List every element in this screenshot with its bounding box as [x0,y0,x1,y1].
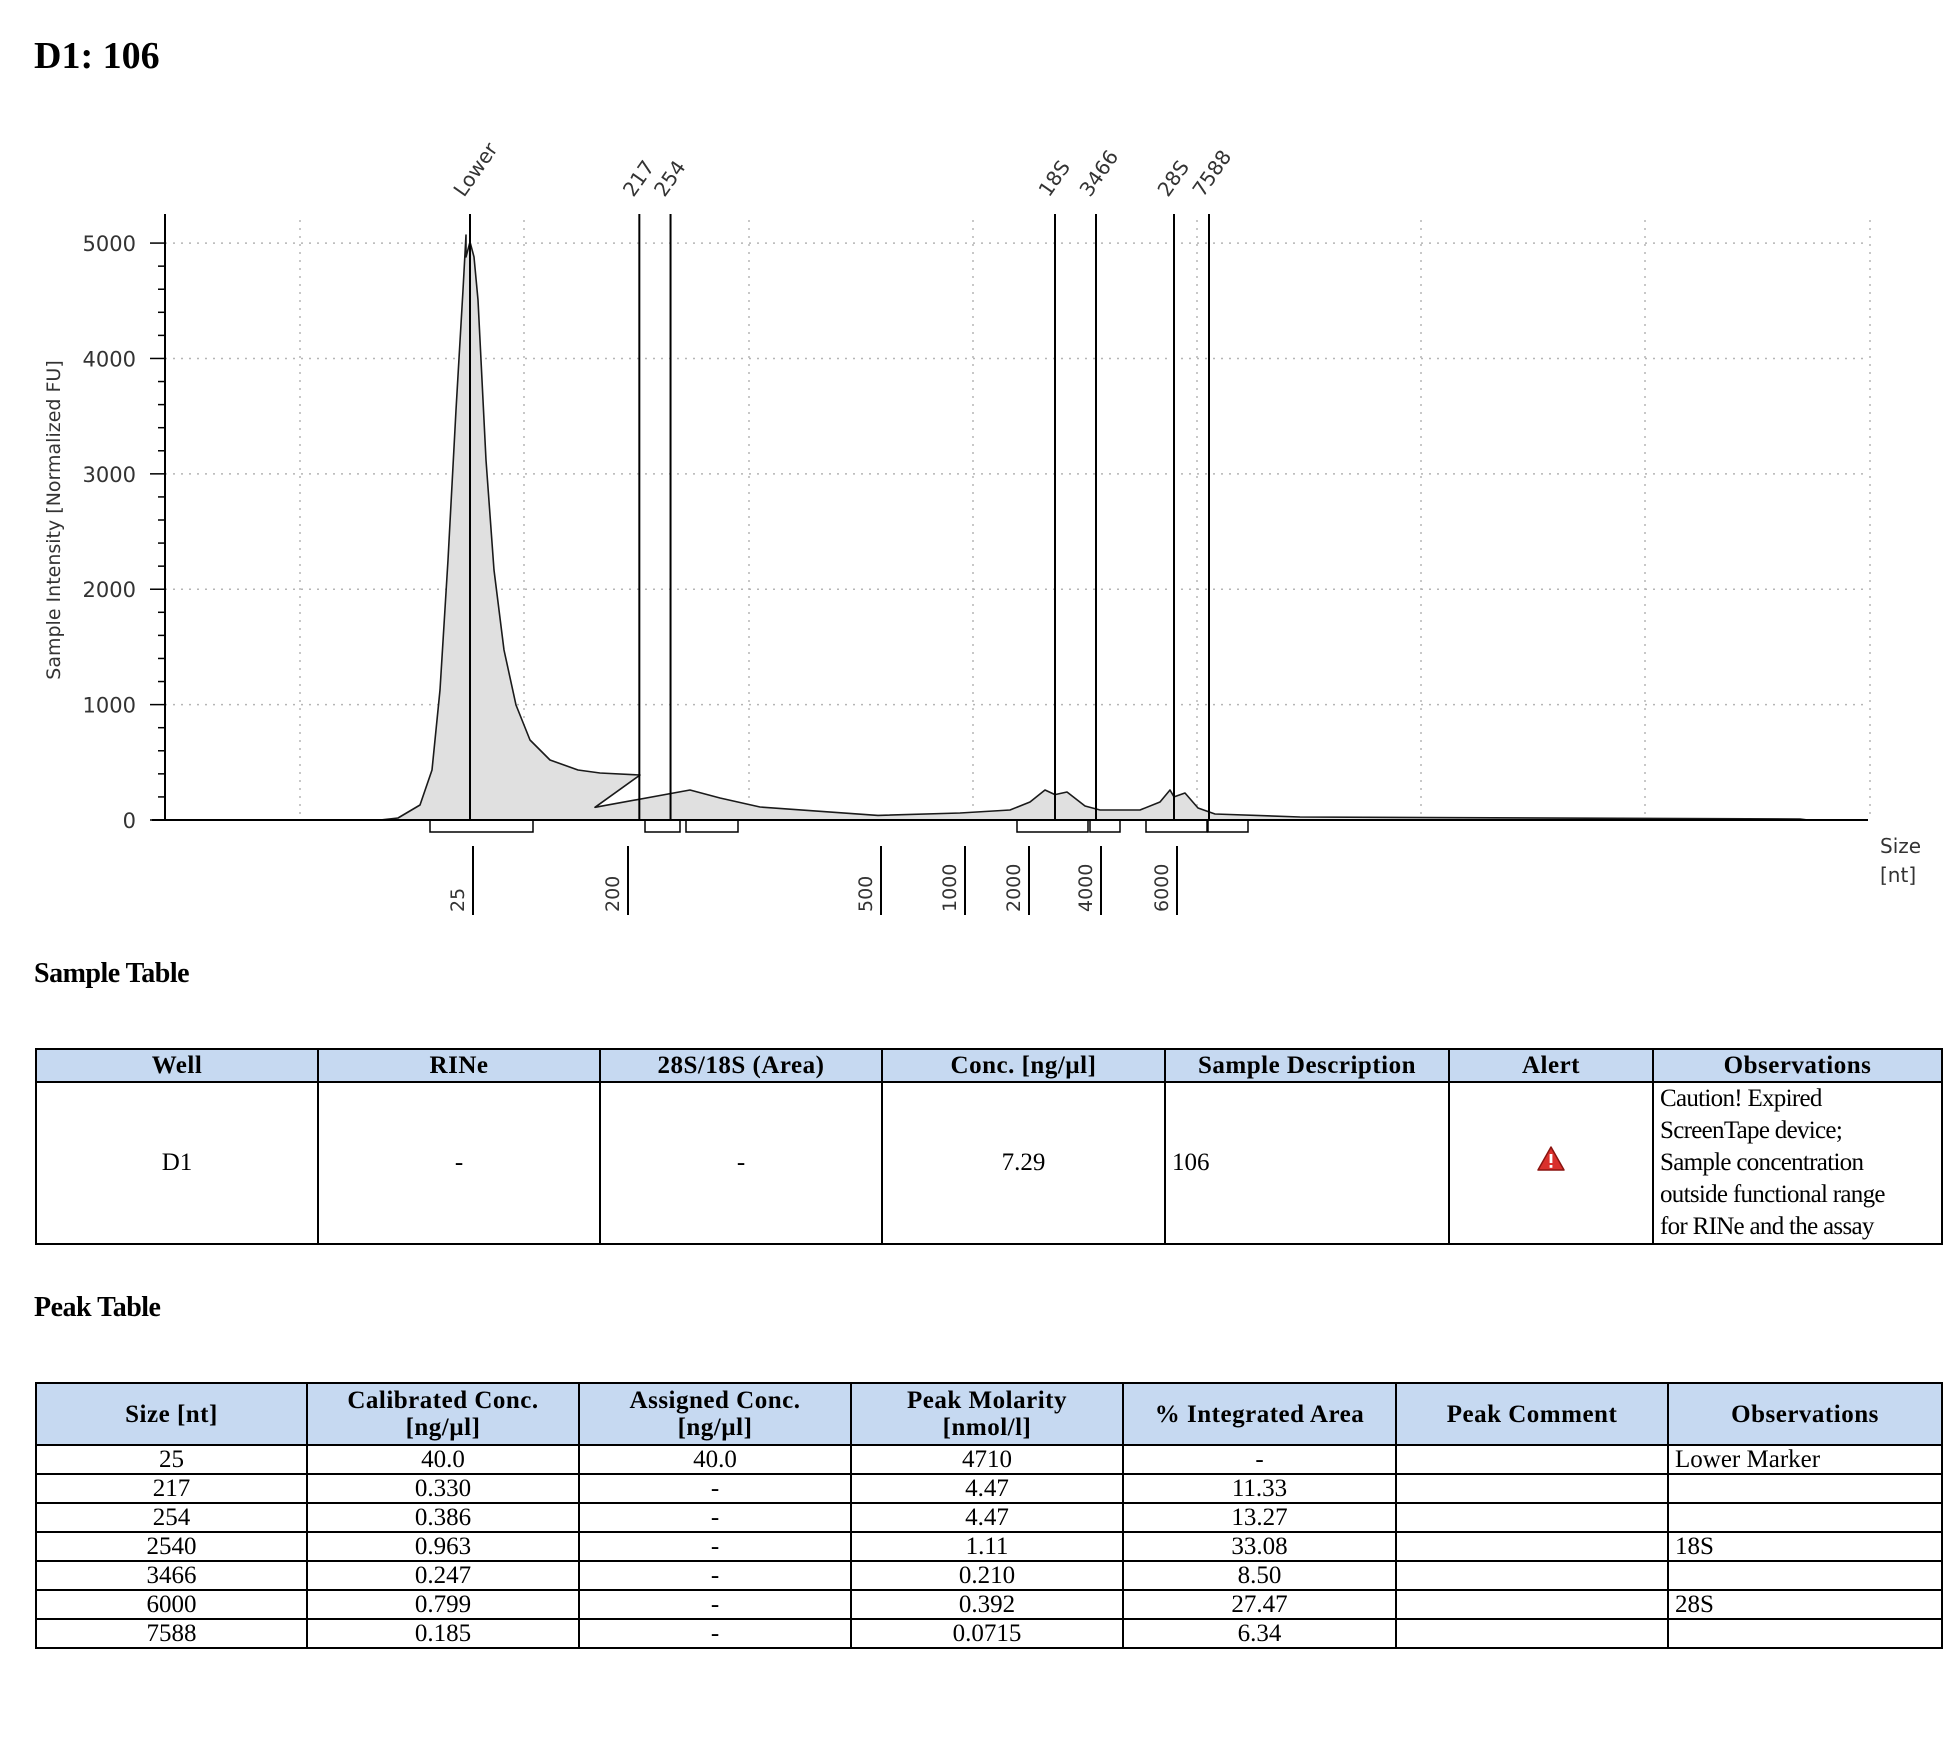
header-line: [ng/µl] [405,1414,481,1441]
peak-cell: 1.11 [851,1532,1123,1561]
y-tick-label: 4000 [82,347,136,372]
peak-cell: 0.247 [307,1561,579,1590]
header-line: [ng/µl] [677,1414,753,1441]
peak-cell: 4.47 [851,1474,1123,1503]
table-row [36,1445,1942,1474]
peak-label: 254 [648,155,691,201]
peak-cell: 4710 [851,1445,1123,1474]
table-row [36,1561,1942,1590]
peak-cell [1668,1503,1942,1532]
peak-column-header [1668,1383,1942,1445]
peak-cell [1396,1532,1668,1561]
header-line: Peak Comment [1446,1400,1618,1428]
warning-triangle-icon [1536,1145,1566,1173]
peak-cell: - [579,1503,851,1532]
peak-cell: 0.330 [307,1474,579,1503]
y-axis-label: Sample Intensity [Normalized FU] [43,360,65,680]
peak-cell [1668,1474,1942,1503]
x-tick-label: 200 [602,875,624,912]
peak-cell [1396,1503,1668,1532]
page-title: D1: 106 [34,35,160,77]
sample-column-header: Conc. [ng/µl] [882,1049,1165,1082]
peak-cell [1396,1590,1668,1619]
header-line: Size [nt] [125,1400,218,1428]
table-row [36,1532,1942,1561]
x-tick-label: 6000 [1151,863,1173,912]
peak-cell: Lower Marker [1668,1445,1942,1474]
peak-column-header [36,1383,307,1445]
integration-box [1146,820,1207,832]
integration-box [1017,820,1088,832]
peak-cell: - [579,1532,851,1561]
integration-box [430,820,533,832]
peak-cell: 33.08 [1123,1532,1396,1561]
peak-cell: 4.47 [851,1503,1123,1532]
sample-table-title: Sample Table [34,958,190,989]
peak-cell: 217 [36,1474,307,1503]
observation-line: outside functional range [1660,1181,1885,1208]
y-tick-label: 2000 [82,578,136,603]
peak-label: Lower [448,138,503,201]
sample-column-header: RINe [318,1049,600,1082]
peak-cell: 254 [36,1503,307,1532]
peak-cell [1396,1561,1668,1590]
sample-column-header: 28S/18S (Area) [600,1049,882,1082]
peak-cell [1396,1474,1668,1503]
peak-cell: 2540 [36,1532,307,1561]
peak-cell: 40.0 [579,1445,851,1474]
x-tick-label: 2000 [1003,863,1025,912]
peak-cell: 0.210 [851,1561,1123,1590]
peak-column-header [1396,1383,1668,1445]
peak-cell: - [579,1619,851,1648]
peak-cell: 0.392 [851,1590,1123,1619]
y-tick-label: 3000 [82,462,136,487]
electropherogram-chart [0,130,1956,930]
x-tick-label: 1000 [939,863,961,912]
peak-label: 217 [617,155,660,201]
integration-box [1090,820,1120,832]
table-row [36,1619,1942,1648]
peak-cell: 0.799 [307,1590,579,1619]
peak-cell: 0.0715 [851,1619,1123,1648]
y-tick-label: 0 [122,809,136,833]
observation-line: Caution! Expired [1660,1085,1822,1112]
integration-box [1208,820,1248,832]
observation-line: Sample concentration [1660,1149,1864,1176]
y-tick-label: 1000 [82,693,136,718]
integration-box [645,820,680,832]
x-tick-label: 500 [855,875,877,912]
description-cell: 106 [1165,1082,1449,1244]
peak-cell: 7588 [36,1619,307,1648]
peak-cell: 6000 [36,1590,307,1619]
integration-box [686,820,738,832]
peak-column-header [579,1383,851,1445]
ratio-cell: - [600,1082,882,1244]
peak-table-header [36,1383,1942,1445]
x-axis-label: [nt] [1880,863,1917,887]
chart-peak-markers [470,214,1209,820]
peak-column-header [307,1383,579,1445]
x-tick-label: 4000 [1075,863,1097,912]
peak-cell: 25 [36,1445,307,1474]
table-row [36,1474,1942,1503]
peak-cell: - [1123,1445,1396,1474]
peak-cell: 27.47 [1123,1590,1396,1619]
header-line: Assigned Conc. [629,1387,801,1414]
peak-cell: 3466 [36,1561,307,1590]
alert-cell [1449,1082,1653,1244]
peak-table [35,1382,1943,1649]
peak-cell: 28S [1668,1590,1942,1619]
peak-cell: 13.27 [1123,1503,1396,1532]
peak-cell: 11.33 [1123,1474,1396,1503]
rine-cell: - [318,1082,600,1244]
sample-column-header: Observations [1653,1049,1942,1082]
sample-table-header [36,1049,1942,1082]
sample-column-header: Alert [1449,1049,1653,1082]
peak-cell: 6.34 [1123,1619,1396,1648]
observations-cell [1653,1082,1942,1244]
header-line: Observations [1731,1400,1879,1428]
peak-label: 28S [1152,155,1194,201]
y-tick-label: 5000 [82,232,136,257]
peak-cell [1668,1561,1942,1590]
peak-cell: 8.50 [1123,1561,1396,1590]
header-line: Peak Molarity [907,1387,1067,1414]
header-line: % Integrated Area [1154,1400,1365,1428]
peak-cell: - [579,1590,851,1619]
header-line: [nmol/l] [942,1414,1032,1441]
peak-table-title: Peak Table [34,1292,161,1323]
observation-line: ScreenTape device; [1660,1117,1843,1144]
conc-cell: 7.29 [882,1082,1165,1244]
peak-cell [1668,1619,1942,1648]
chart-labels [43,137,1921,912]
sample-column-header: Well [36,1049,318,1082]
trace-area [200,235,1808,820]
sample-table [35,1048,1943,1245]
sample-column-header: Sample Description [1165,1049,1449,1082]
peak-cell: - [579,1561,851,1590]
observation-line: for RINe and the assay [1660,1213,1874,1240]
header-line: Calibrated Conc. [347,1387,539,1414]
x-tick-label: 25 [447,887,469,912]
peak-cell: 40.0 [307,1445,579,1474]
table-row [36,1082,1942,1244]
chart-grid [165,220,1870,820]
peak-cell [1396,1445,1668,1474]
peak-label: 7588 [1187,145,1237,201]
peak-label: 18S [1033,155,1075,201]
table-row [36,1590,1942,1619]
peak-cell: 0.963 [307,1532,579,1561]
peak-cell: - [579,1474,851,1503]
peak-cell [1396,1619,1668,1648]
peak-cell: 0.386 [307,1503,579,1532]
peak-cell: 18S [1668,1532,1942,1561]
peak-label: 3466 [1074,145,1124,201]
peak-cell: 0.185 [307,1619,579,1648]
table-row [36,1503,1942,1532]
peak-column-header [1123,1383,1396,1445]
x-axis-label: Size [1880,834,1922,858]
chart-trace-area [200,235,1808,820]
well-cell: D1 [36,1082,318,1244]
peak-column-header [851,1383,1123,1445]
